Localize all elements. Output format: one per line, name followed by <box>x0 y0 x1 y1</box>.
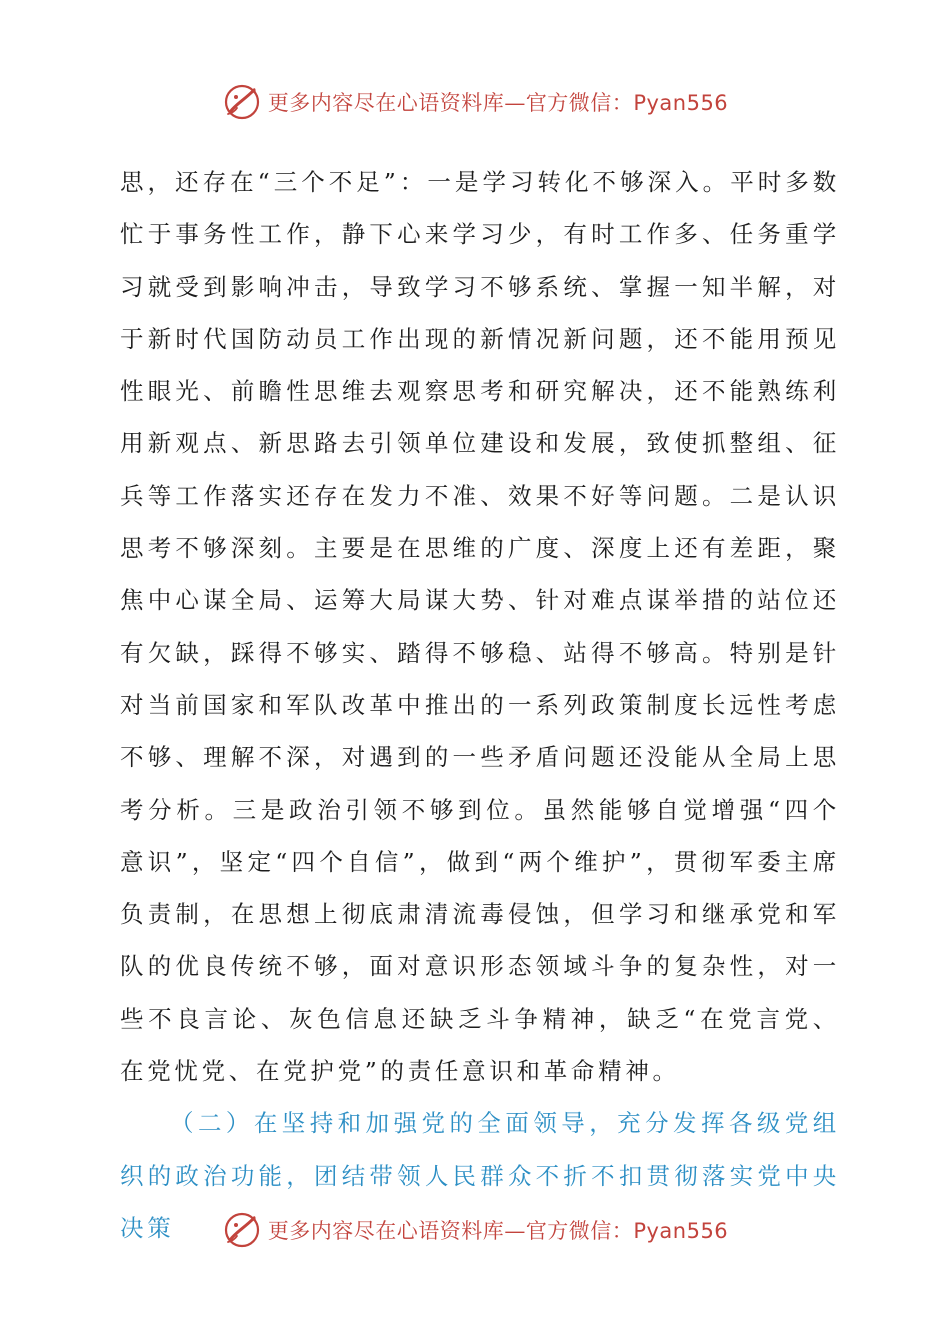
document-body <box>120 156 840 1254</box>
banner-wechat-id: Pyan556 <box>633 91 729 115</box>
banner-wechat-label: 官方微信： <box>525 91 634 115</box>
pen-logo-icon <box>222 1210 262 1250</box>
banner-dash: — <box>504 91 526 115</box>
pen-logo-icon <box>222 82 262 122</box>
body-paragraph: 思，还存在“三个不足”：一是学习转化不够深入。平时多数忙于事务性工作，静下心来学习少，有时工作多、任务重学习就受到影响冲击，导致学习不够系统、掌握一知半解，对于新时代国防动员工作出现的新情况新问题，还不能用预见性眼光、前瞻性思维去观察思考和研究解决，还不能熟练利用新观点、新思路去引领单位建设和发展，致使抓整组、征兵等工作落实还存在发力不准、效果不好等问题。二是认识思考不够深刻。主要是在思维的广度、深度上还有差距，聚焦中心谋全局、运筹大局谋大势、针对难点谋举措的站位还有欠缺，踩得不够实、踏得不够稳、站得不够高。特别是针对当前国家和军队改革中推出的一系列政策制度长远性考虑不够、理解不深，对遇到的一些矛盾问题还没能从全局上思考分析。三是政治引领不够到位。虽然能够自觉增强“四个意识”，坚定“四个自信”，做到“两个维护”，贯彻军委主席负责制，在思想上彻底肃清流毒侵蚀，但学习和继承党和军队的优良传统不够，面对意识形态领域斗争的复杂性，对一些不良言论、灰色信息还缺乏斗争精神，缺乏“在党言党、在党忧党、在党护党”的责任意识和革命精神。 <box>120 168 840 1086</box>
banner-dash: — <box>504 1219 526 1243</box>
banner-site-text: 更多内容尽在心语资料库 <box>267 91 505 115</box>
header-banner <box>0 80 950 124</box>
footer-banner <box>0 1208 950 1252</box>
section-heading: （二）在坚持和加强党的全面领导，充分发挥各级党组织的政治功能，团结带领人民群众不折不扣贯彻落实党中央决策 <box>120 1109 840 1242</box>
banner-site-text: 更多内容尽在心语资料库 <box>267 1219 505 1243</box>
banner-text <box>268 1215 728 1245</box>
banner-wechat-id: Pyan556 <box>633 1219 729 1243</box>
banner-text <box>268 87 728 117</box>
banner-wechat-label: 官方微信： <box>525 1219 634 1243</box>
